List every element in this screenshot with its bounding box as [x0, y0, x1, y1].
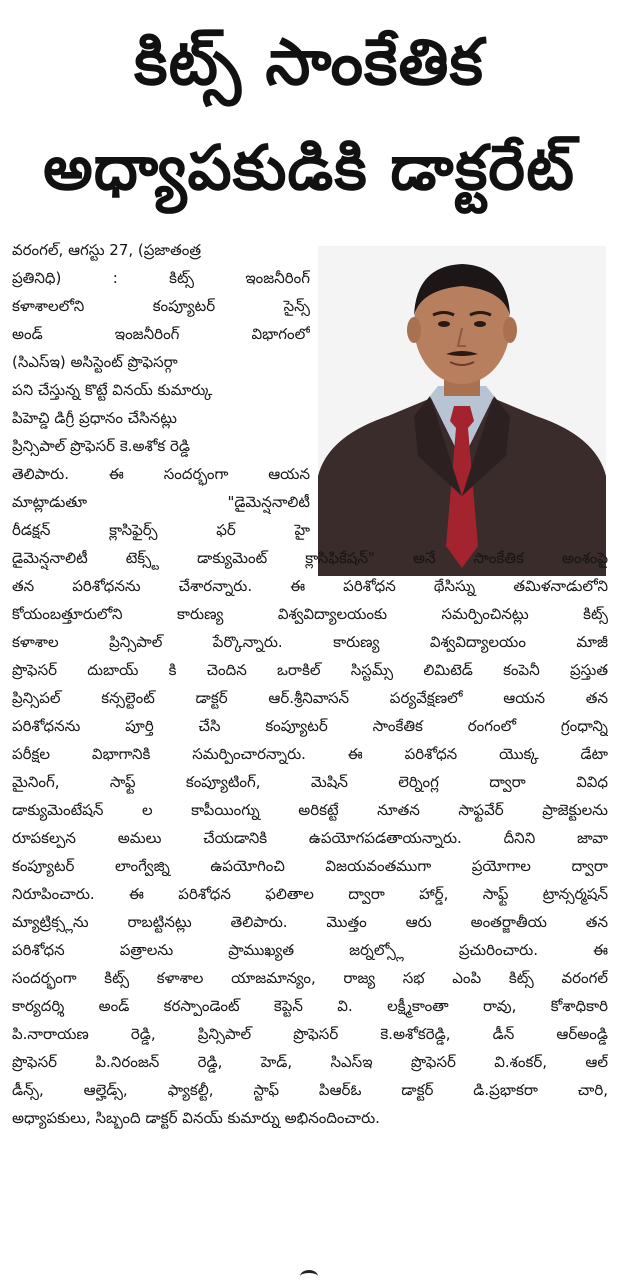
article-line: మైనింగ్, సాఫ్ట్ కంప్యూటింగ్, మెషిన్ లెర్నింగ్ల ద్వారా వివిధ: [12, 773, 608, 791]
article-line: అండ్ ఇంజనీరింగ్ విభాగంలో: [12, 325, 310, 343]
article-line: మాట్లాడుతూ "డైమెన్షనాలిటీ: [12, 493, 310, 511]
article-line: నిరూపించారు. ఈ పరిశోధన ఫలితాల ద్వారా హార్డ్, సాఫ్ట్ ట్రాన్సర్మషన్: [12, 885, 608, 903]
right-eye: [474, 321, 486, 327]
article-line: పి.నారాయణ రెడ్డి, ప్రిన్సిపాల్ ప్రొఫెసర్ కె.అశోకరెడ్డి, డీన్ ఆర్అండ్డి: [12, 1025, 608, 1043]
article-line: రూపకల్పన అమలు చేయడానికి ఉపయోగపడతాయన్నారు. దీనిని జావా: [12, 829, 608, 847]
article-line: ప్రతినిధి) : కిట్స్ ఇంజనీరింగ్: [12, 269, 310, 287]
article-line: పరీక్షల విభాగానికి సమర్పించారన్నారు. ఈ పరిశోధన యొక్క డేటా: [12, 745, 608, 763]
article-line: ప్రిన్సిపల్ కన్సల్టెంట్ డాక్టర్ ఆర్.శ్రీనివాసన్ పర్యవేక్షణలో ఆయన తన: [12, 689, 608, 707]
article-line: డాక్యుమెంటేషన్ ల కాపీయింగ్ను అరికట్టే నూతన సాఫ్టవేర్ ప్రాజెక్టులను: [12, 801, 608, 819]
article-line: కంప్యూటర్ లాంగ్వేజ్ని ఉపయోగించి విజయవంతముగా ప్రయోగాల ద్వారా: [12, 857, 608, 875]
article-line: అధ్యాపకులు, సిబ్బంది డాక్టర్ వినయ్ కుమార్ను అభినందించారు.: [12, 1109, 380, 1127]
article-line: పని చేస్తున్న కొట్టే వినయ్ కుమార్కు: [12, 381, 213, 399]
headline-line-1: కిట్స్ సాంకేతిక: [134, 26, 484, 100]
article-line: ప్రిన్సిపాల్ ప్రొఫెసర్ కె.అశోక రెడ్డి: [12, 437, 191, 455]
article-line: సందర్భంగా కిట్స్ కళాశాల యాజమాన్యం, రాజ్య సభ ఎంపి కిట్స్ వరంగల్: [12, 969, 608, 987]
article-line: మ్యాట్రిక్స్లను రాబట్టినట్లు తెలిపారు. మొత్తం ఆరు అంతర్జాతీయ తన: [12, 913, 608, 931]
article-line: తెలిపారు. ఈ సందర్భంగా ఆయన: [12, 465, 310, 483]
article-line: కోయంబత్తూరులోని కారుణ్య విశ్వవిద్యాలయంకు సమర్పించినట్లు కిట్స్: [12, 605, 608, 623]
article-line: వరంగల్, ఆగస్టు 27, (ప్రజాతంత్ర: [12, 241, 202, 259]
left-ear: [407, 317, 421, 343]
portrait-illustration: [318, 246, 606, 576]
article-line: ప్రొఫెసర్ పి.నిరంజన్ రెడ్డి, హెడ్, సిఎస్ఇ ప్రొఫెసర్ వి.శంకర్, ఆల్: [12, 1053, 608, 1071]
article-line: తన పరిశోధనను చేశారన్నారు. ఈ పరిశోధన థేసిస్ను తమిళనాడులోని: [12, 577, 608, 595]
article-line: రీడక్షన్ క్లాసిఫైర్స్ ఫర్ హై: [12, 521, 310, 539]
headline-line-2: అధ్యాపకుడికి డాక్టరేట్: [43, 131, 575, 204]
article-line: కార్యదర్శి అండ్ కరస్పాండెంట్ కెప్టెన్ వి. లక్ష్మీకాంతా రావు, కోశాధికారి: [12, 997, 608, 1015]
article-line: (సిఎస్ఇ) అసిస్టెంట్ ప్రొఫెసర్గా: [12, 353, 178, 371]
portrait-photo: [318, 246, 606, 576]
article-line: పరిశోధన పత్రాలను ప్రాముఖ్యత జర్నల్స్లో ప్రచురించారు. ఈ: [12, 941, 608, 959]
cropped-next-article-mark: [300, 1270, 318, 1280]
article-line: పిహెచ్డి డిగ్రీ ప్రధానం చేసినట్లు: [12, 409, 177, 427]
article-line: పరిశోధనను పూర్తి చేసి కంప్యూటర్ సాంకేతిక రంగంలో గ్రంధాన్ని: [12, 717, 608, 735]
article-line: డీన్స్, ఆల్హెడ్స్, ఫ్యాకల్టీ, స్టాఫ్ పిఆర్ఓ డాక్టర్ డి.ప్రభాకరా చారి,: [12, 1081, 608, 1099]
right-ear: [503, 317, 517, 343]
article-line: డైమెన్షనాలిటీ టెక్స్ట్ డాక్యుమెంట్ క్లాసిఫికేషన్" అనే సాంకేతిక అంశంపై: [12, 549, 608, 567]
article-line: ప్రొఫెసర్ దుబాయ్ కి చెందిన ఒరాకిల్ సిస్టమ్స్ లిమిటెడ్ కంపెనీ ప్రస్తుత: [12, 661, 608, 679]
left-eye: [438, 321, 450, 327]
article-line: కళాశాల ప్రిన్సిపాల్ పేర్కొన్నారు. కారుణ్య విశ్వవిద్యాలయం మాజీ: [12, 633, 608, 651]
article-line: కళాశాలలోని కంప్యూటర్ సైన్స్: [12, 297, 310, 315]
